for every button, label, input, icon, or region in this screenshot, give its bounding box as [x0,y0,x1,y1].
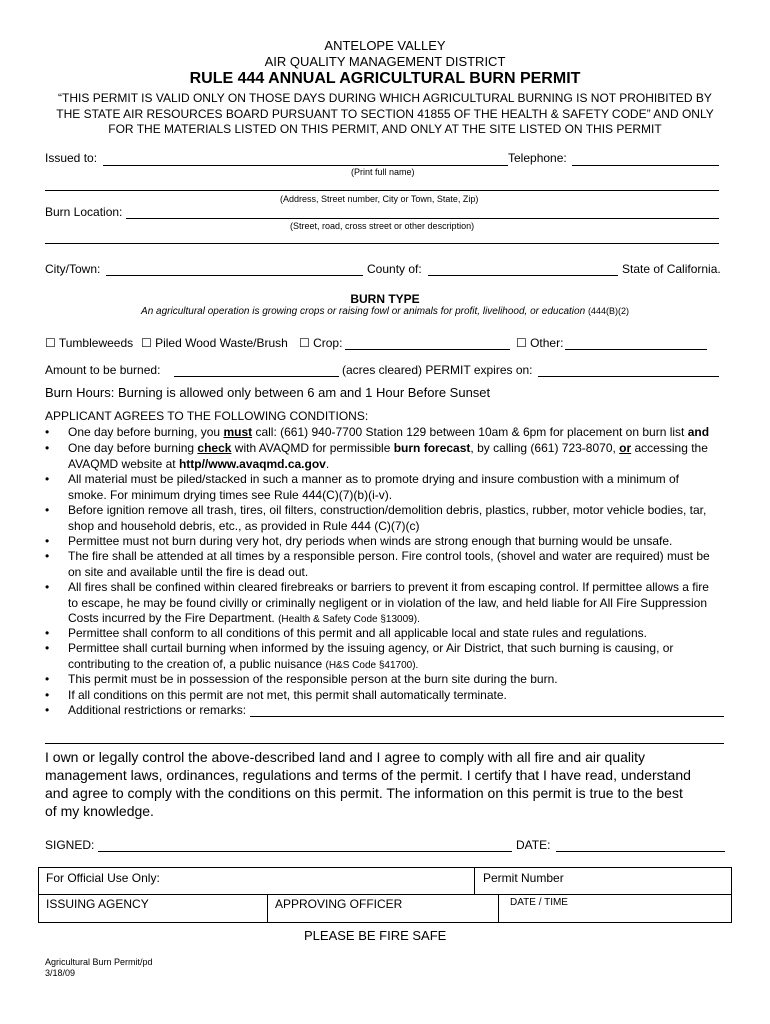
option-tumbleweeds[interactable]: ☐ Tumbleweeds [45,336,134,350]
burn-type-reference: (444(B)(2) [587,306,629,316]
condition-3: All material must be piled/stacked in such a manner as to promote drying and insure combustion with a minimum of smoke. For minimum drying times see Rule 444(C)(7)(b)(i-v). [68,472,679,502]
official-box-divider [38,894,732,895]
website-link[interactable]: http//www.avaqmd.ca.gov [178,456,326,471]
bullet: • [45,472,50,486]
permit-number-label: Permit Number [483,871,564,885]
notice-line-3: FOR THE MATERIALS LISTED ON THIS PERMIT, AND ONLY AT THE SITE LISTED ON THIS PERMIT [108,122,662,136]
city-field[interactable] [106,275,363,276]
city-label: City/Town: [45,262,101,276]
condition-8: Permittee shall conform to all conditions of this permit and all applicable local and state rules and regulations. [68,626,647,640]
official-box-vline-3 [498,894,499,923]
expires-label: (acres cleared) PERMIT expires on: [342,363,533,377]
signed-label: SIGNED: [45,838,95,852]
telephone-label: Telephone: [508,151,567,165]
condition-9: Permittee shall curtail burning when informed by the issuing agency, or Air District, that such burning is causing, or contributing to the creation of, a public nuisance (H&S Code §41700). [68,641,674,671]
page-title: RULE 444 ANNUAL AGRICULTURAL BURN PERMIT [189,70,581,87]
approving-officer-label: APPROVING OFFICER [275,897,403,911]
bullet: • [45,441,50,455]
address-hint: (Address, Street number, City or Town, State, Zip) [280,194,479,204]
option-other[interactable]: ☐ Other: [516,336,564,350]
amount-label: Amount to be burned: [45,363,161,377]
date-field[interactable] [556,851,725,852]
bullet: • [45,534,50,548]
remarks-field-2[interactable] [45,743,724,744]
issued-to-label: Issued to: [45,151,98,165]
district-name: AIR QUALITY MANAGEMENT DISTRICT [264,54,506,69]
bullet: • [45,425,50,439]
condition-7: All fires shall be confined within cleared firebreaks or barriers to prevent it from escaping control. If permittee allows a fire to escape, he may be found civilly or criminally negligent or in violation of the law, and held liable for All Fire Suppression Costs incurred by the Fire Department. (Health & Safety Code §13009). [68,580,709,625]
form-date: 3/18/09 [45,968,76,978]
burn-type-description: An agricultural operation is growing crops or raising fowl or animals for profit, livelihood, or education (444(B)(2) [141,306,629,317]
date-time-label: DATE / TIME [510,897,568,908]
bullet: • [45,641,50,655]
bullet: • [45,626,50,640]
bullet: • [45,672,50,686]
official-box-vline-2 [267,894,268,923]
issuing-agency-label: ISSUING AGENCY [46,897,149,911]
other-field[interactable] [565,349,707,350]
telephone-field[interactable] [572,165,719,166]
expires-field[interactable] [538,376,719,377]
form-name: Agricultural Burn Permit/pd [45,957,153,967]
option-piled-wood[interactable]: ☐ Piled Wood Waste/Brush [141,336,288,350]
remarks-field[interactable] [250,716,724,717]
burn-location-field[interactable] [126,218,719,219]
condition-4: Before ignition remove all trash, tires, oil filters, construction/demolition debris, plastics, rubber, motor vehicle bodies, tar, shop and household debris, etc., as provided in Rule 444 (C)(7)(c) [68,503,707,533]
condition-10: This permit must be in possession of the responsible person at the burn site during the burn. [68,672,558,686]
condition-6: The fire shall be attended at all times by a responsible person. Fire control tools, (shovel and water are required) must be on site and available until the fire is dead out. [68,549,710,579]
condition-12: Additional restrictions or remarks: [68,703,247,717]
crop-field[interactable] [345,349,510,350]
notice-line-1: “THIS PERMIT IS VALID ONLY ON THOSE DAYS DURING WHICH AGRICULTURAL BURNING IS NOT PROHIBITED BY [58,91,712,105]
condition-2: One day before burning check with AVAQMD for permissible burn forecast, by calling (661) 723-8070, or accessing the AVAQMD website at http//www.avaqmd.ca.gov. [68,441,708,471]
location-hint: (Street, road, cross street or other description) [290,221,475,231]
county-label: County of: [367,262,422,276]
bullet: • [45,549,50,563]
official-box-vline-1 [474,867,475,894]
county-field[interactable] [428,275,618,276]
issued-to-field[interactable] [103,165,508,166]
certification-text: I own or legally control the above-described land and I agree to comply with all fire and air quality management laws, ordinances, regulations and terms of the permit. I certify that I have read, understand and agree to comply with the conditions on this permit. The information on this permit is true to the best of my knowledge. [45,749,691,819]
condition-5: Permittee must not burn during very hot, dry periods when winds are strong enough that burning would be unsafe. [68,534,673,548]
official-use-label: For Official Use Only: [46,871,160,885]
fire-safe-notice: PLEASE BE FIRE SAFE [304,928,447,943]
bullet: • [45,503,50,517]
amount-field[interactable] [174,376,339,377]
burn-type-heading: BURN TYPE [350,292,420,306]
bullet: • [45,703,50,717]
option-crop[interactable]: ☐ Crop: [299,336,343,350]
date-label: DATE: [516,838,551,852]
signature-field[interactable] [98,851,512,852]
bullet: • [45,580,50,594]
notice-line-2: THE STATE AIR RESOURCES BOARD PURSUANT TO SECTION 41855 OF THE HEALTH & SAFETY CODE” AND ONLY [56,107,714,121]
state-label: State of California. [622,262,721,276]
address-field[interactable] [45,190,719,191]
conditions-heading: APPLICANT AGREES TO THE FOLLOWING CONDITIONS: [45,409,369,423]
print-name-hint: (Print full name) [351,167,415,177]
condition-11: If all conditions on this permit are not met, this permit shall automatically terminate. [68,688,507,702]
condition-1: One day before burning, you must call: (661) 940-7700 Station 129 between 10am & 6pm for placement on burn list and [68,425,710,439]
location-extra-field[interactable] [45,243,719,244]
bullet: • [45,688,50,702]
burn-location-label: Burn Location: [45,205,123,219]
agency-name: ANTELOPE VALLEY [324,38,446,53]
burn-hours: Burn Hours: Burning is allowed only between 6 am and 1 Hour Before Sunset [45,385,491,400]
